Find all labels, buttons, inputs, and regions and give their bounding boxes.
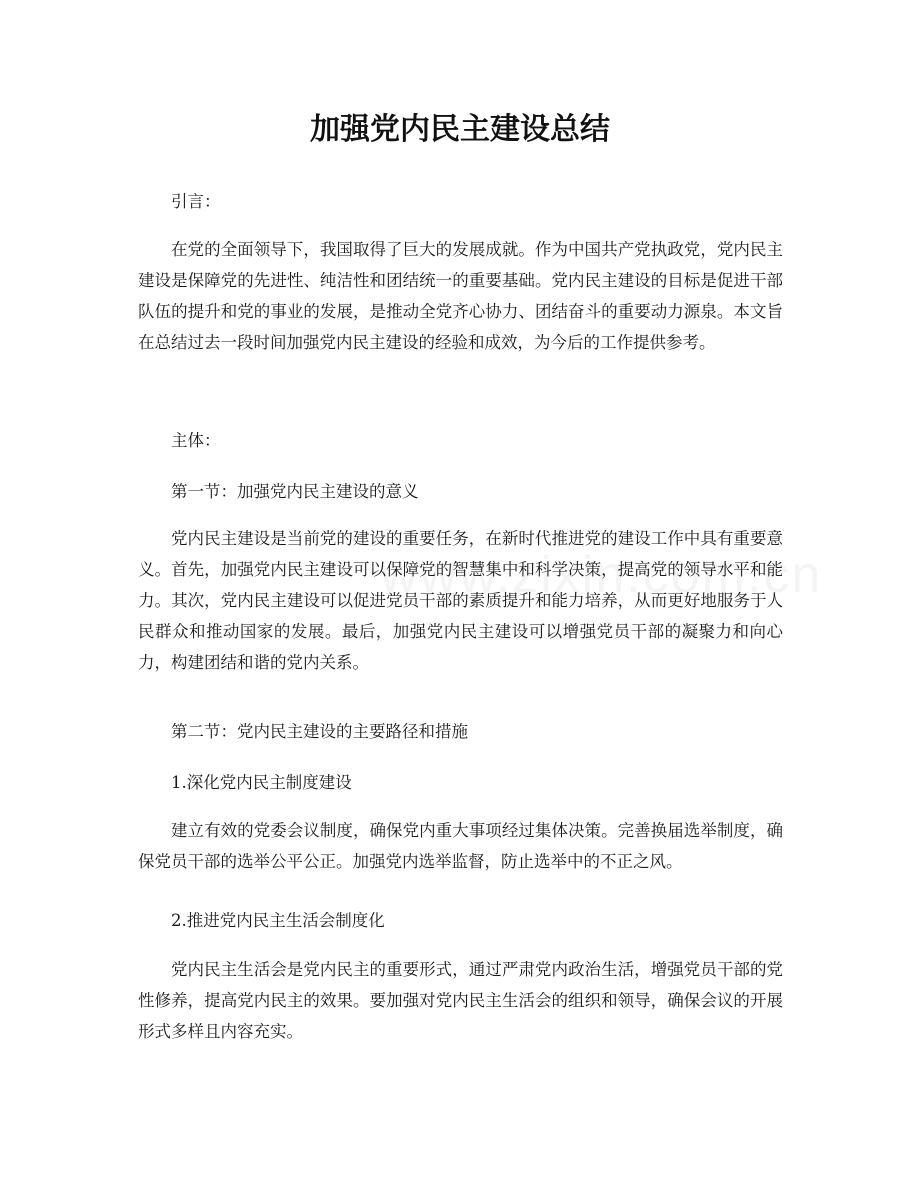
subsection-1-heading: 1.深化党内民主制度建设 xyxy=(171,773,352,792)
subsection-2-heading: 2.推进党内民主生活会制度化 xyxy=(171,911,385,930)
intro-paragraph: 在党的全面领导下，我国取得了巨大的发展成就。作为中国共产党执政党，党内民主建设是保障党的先进性、纯洁性和团结统一的重要基础。党内民主建设的目标是促进干部队伍的提升和党的事业的发展，是推动全党齐心协力、团结奋斗的重要动力源泉。本文旨在总结过去一段时间加强党内民主建设的经验和成效，为今后的工作提供参考。 xyxy=(138,240,783,352)
section-1-heading: 第一节：加强党内民主建设的意义 xyxy=(171,482,419,501)
body-heading: 主体： xyxy=(171,431,221,450)
subsection-2-paragraph: 党内民主生活会是党内民主的重要形式，通过严肃党内政治生活，增强党员干部的党性修养，提高党内民主的效果。要加强对党内民主生活会的组织和领导，确保会议的开展形式多样且内容充实。 xyxy=(138,960,783,1041)
section-2-heading: 第二节：党内民主建设的主要路径和措施 xyxy=(171,722,468,741)
section-1-paragraph: 党内民主建设是当前党的建设的重要任务，在新时代推进党的建设工作中具有重要意义。首先，加强党内民主建设可以保障党的智慧集中和科学决策，提高党的领导水平和能力。其次，党内民主建设可以促进党员干部的素质提升和能力培养，从而更好地服务于人民群众和推动国家的发展。最后，加强党内民主建设可以增强党员干部的凝聚力和向心力，构建团结和谐的党内关系。 xyxy=(138,529,783,672)
subsection-1-paragraph: 建立有效的党委会议制度，确保党内重大事项经过集体决策。完善换届选举制度，确保党员干部的选举公平公正。加强党内选举监督，防止选举中的不正之风。 xyxy=(138,821,783,871)
document-title: 加强党内民主建设总结 xyxy=(310,112,610,147)
intro-heading: 引言： xyxy=(171,192,221,211)
